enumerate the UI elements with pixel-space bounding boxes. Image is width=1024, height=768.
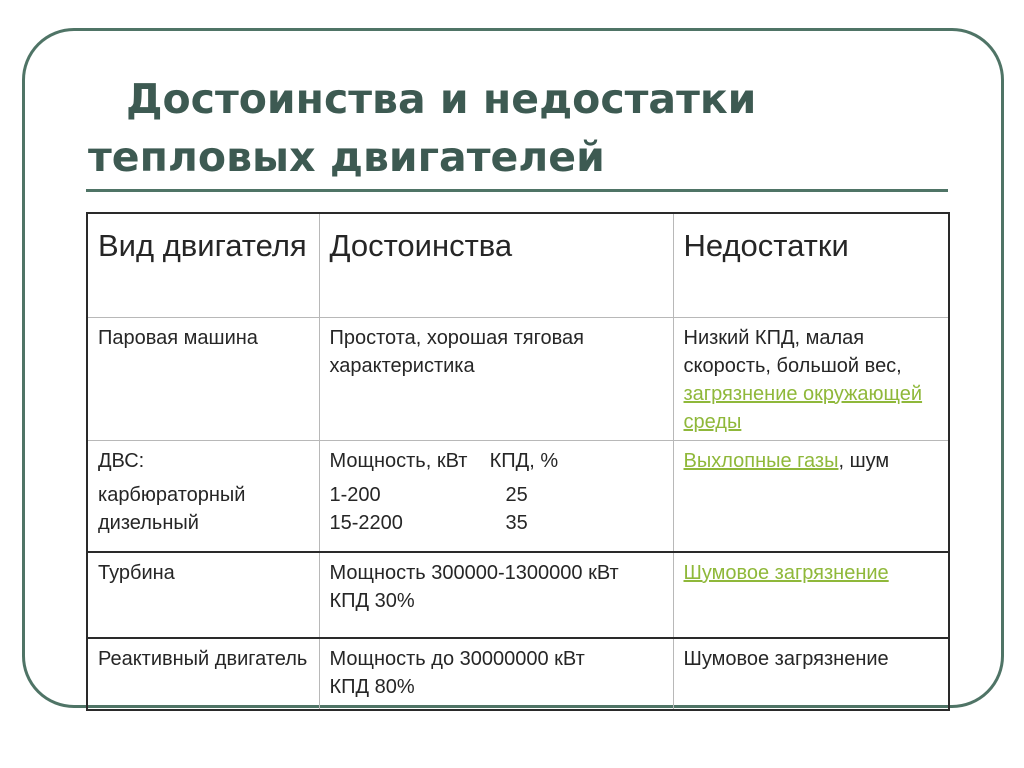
cell-advantages — [319, 638, 673, 710]
cell-advantages — [319, 440, 673, 552]
title-line-1: Достоинства и недостатки — [126, 75, 757, 123]
cell-disadvantages — [673, 440, 949, 552]
cell-disadvantages: Шумовое загрязнение — [673, 638, 949, 710]
noise-pollution-link[interactable]: Шумовое загрязнение — [683, 562, 889, 584]
cell-engine-type: Реактивный двигатель — [87, 638, 319, 710]
header-engine-type: Вид двигателя — [87, 213, 319, 317]
diesel-values — [330, 509, 663, 537]
cell-engine-type — [87, 440, 319, 552]
turbine-power: Мощность 300000-1300000 кВт — [329, 562, 619, 584]
ice-diesel: дизельный — [98, 511, 199, 534]
table-row — [87, 552, 949, 638]
title-underline — [86, 189, 948, 192]
pollution-link[interactable]: загрязнение окружающей среды — [683, 382, 923, 433]
cell-disadvantages — [673, 317, 949, 440]
ice-adv-header — [330, 447, 663, 475]
jet-efficiency: КПД 80% — [329, 676, 415, 698]
exhaust-link[interactable]: Выхлопные газы — [683, 449, 839, 472]
power-header: Мощность, кВт — [329, 449, 468, 472]
diesel-efficiency: 35 — [505, 511, 528, 534]
efficiency-header: КПД, % — [489, 449, 559, 472]
header-advantages: Достоинства — [319, 213, 673, 317]
carburetor-values — [330, 481, 663, 509]
noise-text: , шум — [838, 449, 890, 472]
disadvantages-text: Низкий КПД, малая скорость, большой вес, — [683, 326, 902, 377]
table-header-row — [87, 213, 949, 317]
ice-carburetor: карбюраторный — [98, 483, 246, 506]
cell-disadvantages — [673, 552, 949, 638]
table-row — [87, 440, 949, 552]
carburetor-efficiency: 25 — [505, 483, 528, 506]
table-row — [87, 317, 949, 440]
table-row — [87, 638, 949, 710]
ice-title: ДВС: — [98, 449, 145, 472]
header-disadvantages: Недостатки — [673, 213, 949, 317]
turbine-efficiency: КПД 30% — [329, 590, 415, 612]
diesel-power: 15-2200 — [329, 511, 403, 534]
cell-engine-type: Паровая машина — [87, 317, 319, 440]
comparison-table — [86, 212, 950, 711]
jet-power: Мощность до 30000000 кВт — [329, 648, 585, 670]
cell-advantages: Простота, хорошая тяговая характеристика — [319, 317, 673, 440]
title-line-2: тепловых двигателей — [88, 133, 605, 181]
carburetor-power: 1-200 — [329, 483, 381, 506]
cell-engine-type: Турбина — [87, 552, 319, 638]
slide-title — [88, 70, 756, 186]
cell-advantages — [319, 552, 673, 638]
